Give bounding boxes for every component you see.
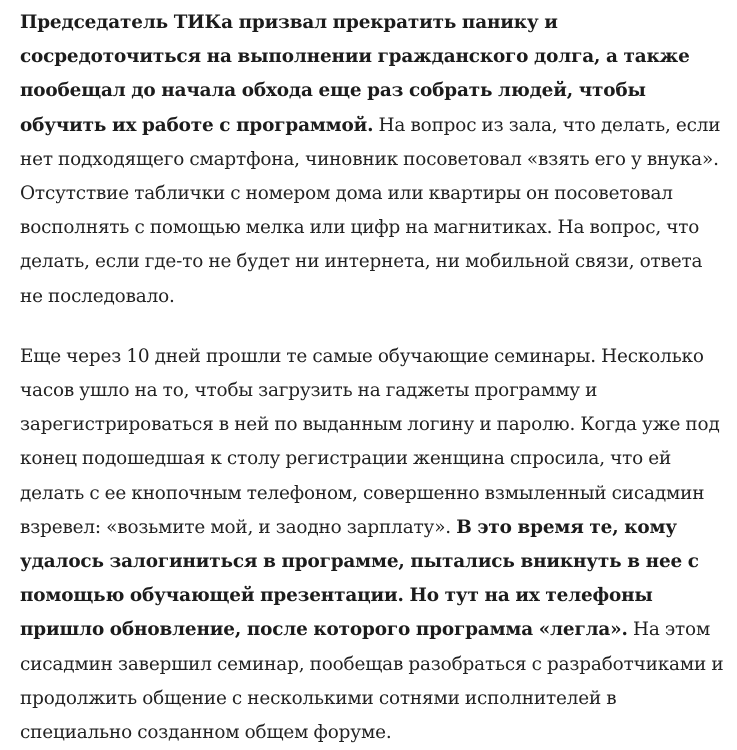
paragraph-1 — [20, 6, 725, 314]
paragraph-2-text-end: На этом сисадмин завершил семинар, пообещав разобраться с разработчиками и продолжить общение с несколькими сотнями исполнителей в специально созданном общем форуме. — [20, 619, 724, 744]
article-body — [20, 6, 725, 750]
paragraph-2-text-start: Еще через 10 дней прошли те самые обучающие семинары. Несколько часов ушло на то, чтобы загрузить на гаджеты программу и зарегистрироваться в ней по выданным логину и паролю. Когда уже под конец подошедшая к столу регистрации женщина спросила, что ей делать с ее кнопочным телефоном, совершенно взмыленный сисадмин взревел: «возьмите мой, и заодно зарплату». — [20, 345, 720, 538]
paragraph-2 — [20, 340, 725, 750]
paragraph-2-bold-text: В это время те, кому удалось залогиниться в программе, пытались вникнуть в нее с помощью обучающей презентации. Но тут на их телефоны пришло обновление, после которого программа «легла». — [20, 516, 699, 641]
paragraph-1-text: На вопрос из зала, что делать, если нет подходящего смартфона, чиновник посоветовал «взять его у внука». Отсутствие таблички с номером дома или квартиры он посоветовал восполнять с помощью мелка или цифр на магнитиках. На вопрос, что делать, если где-то не будет ни интернета, ни мобильной связи, ответа не последовало. — [20, 114, 721, 307]
paragraph-1-bold-text: Председатель ТИКа призвал прекратить панику и сосредоточиться на выполнении гражданского долга, а также пообещал до начала обхода еще раз собрать людей, чтобы обучить их работе с программой. — [20, 12, 690, 136]
